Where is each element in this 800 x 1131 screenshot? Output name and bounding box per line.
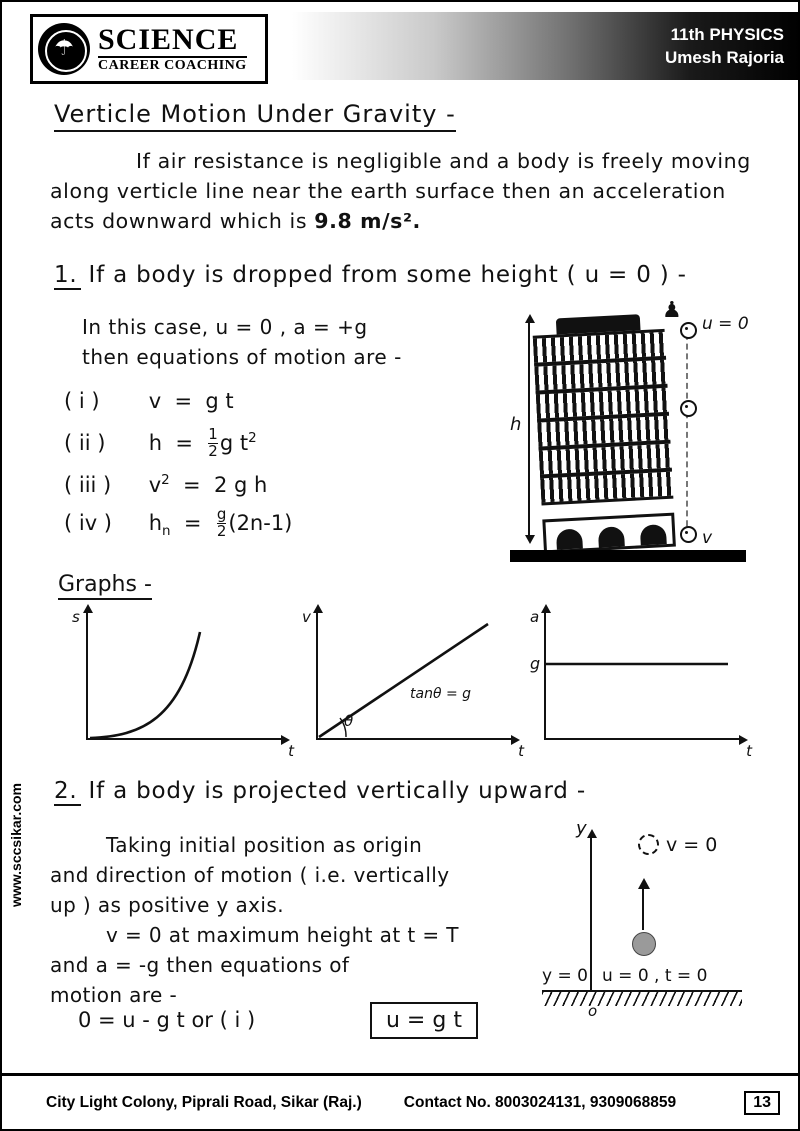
graph-acceleration-time xyxy=(530,608,752,760)
ball-icon xyxy=(638,834,659,855)
para2-line-4: v = 0 at maximum height at t = T xyxy=(106,923,459,947)
graph-displacement-time xyxy=(72,608,294,760)
boxed-equation: u = g t xyxy=(370,1002,478,1039)
section-1-heading xyxy=(54,262,687,288)
equation-label: ( iv ) xyxy=(64,511,112,535)
equation-row xyxy=(64,420,292,462)
graph-y-label: s xyxy=(72,608,80,626)
up-arrow-icon xyxy=(642,888,644,930)
athlete-emblem-icon xyxy=(38,23,90,75)
para2-line-1: Taking initial position as origin xyxy=(106,833,423,857)
equation-body: h = $\frac{1}{2}$ g $t^2$ xyxy=(148,425,257,460)
website-vertical-text: www.sccsikar.com xyxy=(8,783,24,907)
page-number: 13 xyxy=(744,1091,780,1115)
section-2-equation: 0 = u - g t or ( i ) xyxy=(78,1008,256,1032)
equation-body: $h_n$ = $\frac{g}{2}$ (2n-1) xyxy=(148,505,293,540)
graph-annotation: tanθ = g xyxy=(410,686,472,702)
leaning-tower-icon xyxy=(533,329,676,554)
equation-row xyxy=(64,504,292,551)
para2-line-2: and direction of motion ( i.e. vertically xyxy=(50,863,450,887)
equation-label: ( ii ) xyxy=(64,431,106,455)
brand-text xyxy=(98,25,247,73)
origin-label: o xyxy=(588,1002,598,1020)
graph-x-label: t xyxy=(288,742,294,760)
equation-body: v = g t xyxy=(148,389,234,413)
projected-upward-figure xyxy=(542,818,754,1020)
section-2-number: 2. xyxy=(54,778,81,806)
ball-icon xyxy=(680,400,697,417)
ground-line xyxy=(510,550,746,562)
brand-title: SCIENCE xyxy=(98,23,239,56)
graphs-heading: Graphs - xyxy=(58,572,152,600)
header-course-info xyxy=(665,24,784,70)
graph-y-label: a xyxy=(530,608,540,626)
section-2-title: If a body is projected vertically upward - xyxy=(88,778,586,804)
section-2-heading xyxy=(54,778,586,804)
section-1-title: If a body is dropped from some height ( u = 0 ) - xyxy=(88,262,687,288)
intro-value: 9.8 m/s². xyxy=(314,209,421,233)
equation-label: ( i ) xyxy=(64,389,100,413)
ball-icon xyxy=(680,322,697,339)
intro-text: If air resistance is negligible and a body is freely moving along verticle line near the earth surface then an acceleration acts downward which is xyxy=(50,149,751,233)
section-1-case xyxy=(82,312,402,372)
brand-logo xyxy=(30,14,268,84)
page-footer xyxy=(2,1073,800,1129)
section-2-paragraph xyxy=(50,830,520,1010)
graph-x-label: t xyxy=(518,742,524,760)
graph-curve xyxy=(72,612,290,760)
ball-icon xyxy=(680,526,697,543)
y-axis xyxy=(590,838,592,990)
initial-conditions-label: u = 0 , t = 0 xyxy=(602,966,708,986)
graph-x-label: t xyxy=(746,742,752,760)
graph-y-label: v xyxy=(302,608,311,626)
ground-hatching xyxy=(542,990,742,1006)
notes-content xyxy=(2,90,800,1075)
dropped-body-figure xyxy=(510,298,754,562)
graph-line xyxy=(530,612,748,760)
footer-address: City Light Colony, Piprali Road, Sikar (Raj.) xyxy=(46,1093,362,1111)
tower-base xyxy=(542,513,676,554)
equation-row xyxy=(64,382,292,420)
section-1-number: 1. xyxy=(54,262,81,290)
max-height-velocity-label: v = 0 xyxy=(666,834,718,856)
graph-annotation: g xyxy=(530,654,541,673)
height-arrow-icon xyxy=(528,322,530,536)
case-line-1: In this case, u = 0 , a = +g xyxy=(82,315,368,339)
height-label: h xyxy=(510,414,522,435)
graph-velocity-time xyxy=(302,608,524,760)
intro-paragraph xyxy=(50,146,762,236)
equation-row xyxy=(64,462,292,504)
emblem-figure-glyph: ☂ xyxy=(54,36,74,61)
drop-path-line xyxy=(686,324,688,536)
equation-body: $v^2 = 2$ g h xyxy=(148,473,268,497)
equation-label: ( iii ) xyxy=(64,473,112,497)
header-class: 11th PHYSICS xyxy=(670,25,784,44)
para2-line-5: and a = -g then equations of xyxy=(50,953,350,977)
page-header xyxy=(2,2,800,90)
person-icon: ♟ xyxy=(662,298,682,323)
section-1-equations xyxy=(64,382,292,551)
brand-subtitle: CAREER COACHING xyxy=(98,58,247,73)
graph-angle-label: θ xyxy=(344,712,354,730)
final-velocity-label: v xyxy=(702,528,713,548)
y-axis-label: y xyxy=(576,818,587,839)
y-zero-label: y = 0 xyxy=(542,966,588,986)
footer-contact: Contact No. 8003024131, 9309068859 xyxy=(403,1093,677,1111)
para2-line-6: motion are - xyxy=(50,983,178,1007)
page-title: Verticle Motion Under Gravity - xyxy=(54,100,456,132)
header-author: Umesh Rajoria xyxy=(664,47,784,67)
para2-line-3: up ) as positive y axis. xyxy=(50,893,284,917)
ball-icon xyxy=(632,932,656,956)
initial-velocity-label: u = 0 xyxy=(702,314,749,334)
case-line-2: then equations of motion are - xyxy=(82,345,402,369)
